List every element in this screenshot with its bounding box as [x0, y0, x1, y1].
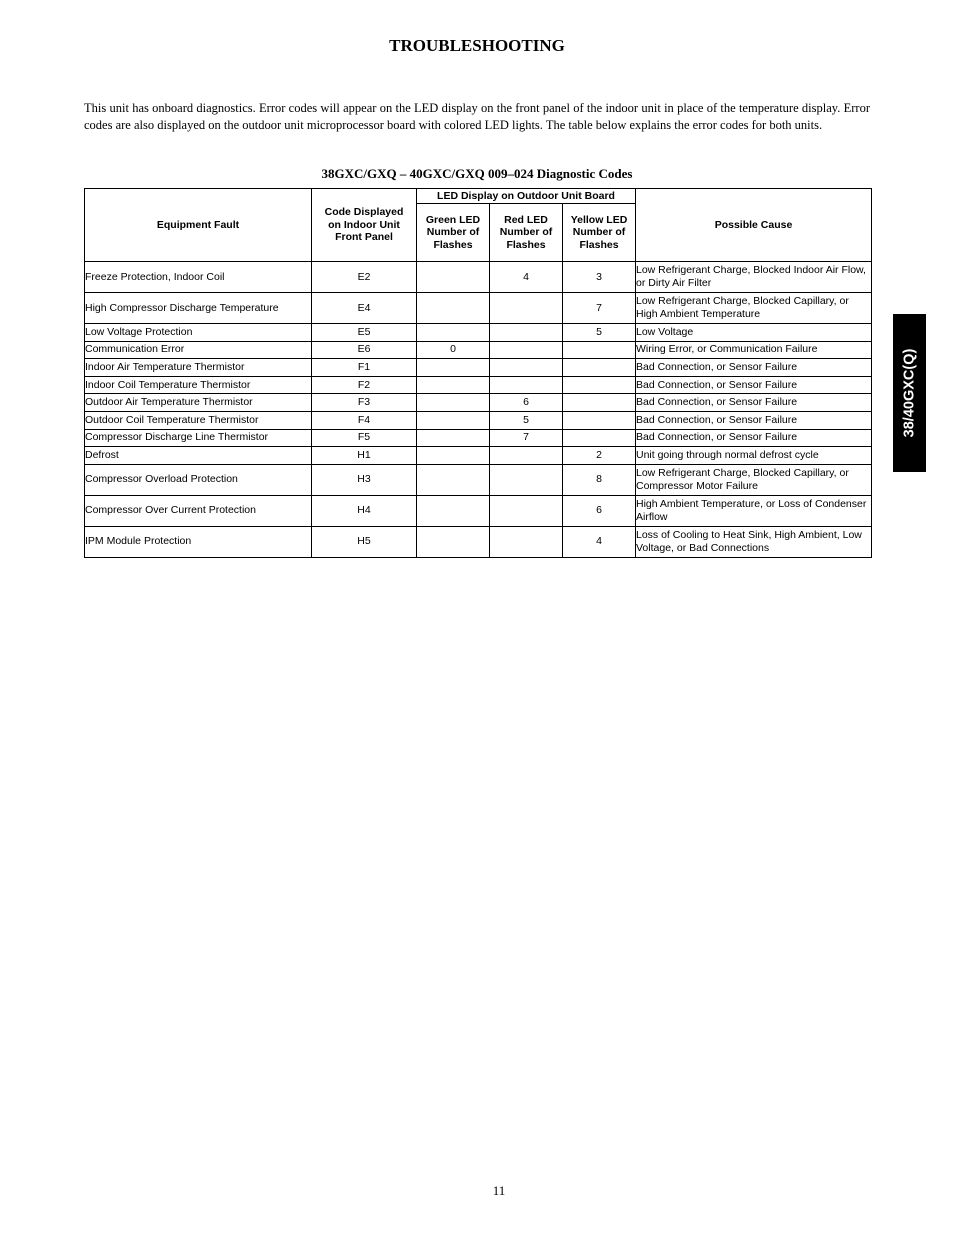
diagnostic-codes-table: [84, 188, 872, 558]
table-row: [85, 411, 872, 429]
code-cell: E5: [312, 324, 417, 342]
intro-paragraph: This unit has onboard diagnostics. Error codes will appear on the LED display on the front panel of the indoor unit in place of the temperature display. Error codes are also displayed on the outdoor unit microprocessor board with colored LED lights. The table below explains the error codes for both units.: [84, 101, 870, 132]
yellow-led-cell: 7: [563, 293, 636, 324]
fault-cell: Outdoor Coil Temperature Thermistor: [85, 411, 312, 429]
yellow-led-cell: 5: [563, 324, 636, 342]
yellow-led-cell: [563, 376, 636, 394]
table-row: [85, 341, 872, 359]
yellow-led-cell: [563, 429, 636, 447]
yellow-led-cell: 3: [563, 262, 636, 293]
green-led-cell: [417, 394, 490, 412]
green-led-cell: [417, 429, 490, 447]
code-cell: F4: [312, 411, 417, 429]
cause-cell: Unit going through normal defrost cycle: [636, 447, 872, 465]
code-cell: F2: [312, 376, 417, 394]
header-possible-cause: Possible Cause: [636, 189, 872, 262]
header-led-display-group: LED Display on Outdoor Unit Board: [417, 189, 636, 204]
green-led-cell: [417, 262, 490, 293]
code-cell: E6: [312, 341, 417, 359]
green-led-cell: [417, 464, 490, 495]
cause-cell: Bad Connection, or Sensor Failure: [636, 411, 872, 429]
header-equipment-fault: Equipment Fault: [85, 189, 312, 262]
red-led-cell: [490, 324, 563, 342]
yellow-led-cell: 8: [563, 464, 636, 495]
cause-cell: Wiring Error, or Communication Failure: [636, 341, 872, 359]
red-led-cell: [490, 447, 563, 465]
cause-cell: Low Voltage: [636, 324, 872, 342]
header-red-led: Red LED Number of Flashes: [490, 204, 563, 262]
code-cell: F1: [312, 359, 417, 377]
fault-cell: Compressor Over Current Protection: [85, 495, 312, 526]
red-led-cell: [490, 293, 563, 324]
fault-cell: Low Voltage Protection: [85, 324, 312, 342]
page-number: 11: [492, 1183, 506, 1198]
fault-cell: Compressor Discharge Line Thermistor: [85, 429, 312, 447]
cause-cell: Bad Connection, or Sensor Failure: [636, 429, 872, 447]
red-led-cell: [490, 376, 563, 394]
fault-cell: High Compressor Discharge Temperature: [85, 293, 312, 324]
red-led-cell: [490, 359, 563, 377]
header-yellow-led: Yellow LED Number of Flashes: [563, 204, 636, 262]
yellow-led-cell: 6: [563, 495, 636, 526]
code-cell: H1: [312, 447, 417, 465]
red-led-cell: 4: [490, 262, 563, 293]
cause-cell: Low Refrigerant Charge, Blocked Capillary, or Compressor Motor Failure: [636, 464, 872, 495]
green-led-cell: [417, 359, 490, 377]
green-led-cell: [417, 495, 490, 526]
green-led-cell: [417, 376, 490, 394]
table-body: [85, 262, 872, 558]
code-cell: H3: [312, 464, 417, 495]
table-title: 38GXC/GXQ – 40GXC/GXQ 009–024 Diagnostic Codes: [321, 166, 633, 181]
cause-cell: Low Refrigerant Charge, Blocked Capillary, or High Ambient Temperature: [636, 293, 872, 324]
table-row: [85, 429, 872, 447]
green-led-cell: [417, 293, 490, 324]
red-led-cell: [490, 526, 563, 557]
cause-cell: Low Refrigerant Charge, Blocked Indoor Air Flow, or Dirty Air Filter: [636, 262, 872, 293]
fault-cell: IPM Module Protection: [85, 526, 312, 557]
fault-cell: Indoor Air Temperature Thermistor: [85, 359, 312, 377]
yellow-led-cell: [563, 411, 636, 429]
fault-cell: Compressor Overload Protection: [85, 464, 312, 495]
cause-cell: Bad Connection, or Sensor Failure: [636, 376, 872, 394]
table-row: [85, 376, 872, 394]
fault-cell: Indoor Coil Temperature Thermistor: [85, 376, 312, 394]
yellow-led-cell: 2: [563, 447, 636, 465]
table-row: [85, 394, 872, 412]
yellow-led-cell: 4: [563, 526, 636, 557]
cause-cell: Bad Connection, or Sensor Failure: [636, 394, 872, 412]
code-cell: H5: [312, 526, 417, 557]
code-cell: E4: [312, 293, 417, 324]
table-row: [85, 324, 872, 342]
fault-cell: Outdoor Air Temperature Thermistor: [85, 394, 312, 412]
green-led-cell: [417, 411, 490, 429]
header-green-led: Green LED Number of Flashes: [417, 204, 490, 262]
side-tab: [893, 314, 926, 472]
table-row: [85, 526, 872, 557]
table-row: [85, 359, 872, 377]
red-led-cell: [490, 495, 563, 526]
table-row: [85, 447, 872, 465]
cause-cell: Loss of Cooling to Heat Sink, High Ambient, Low Voltage, or Bad Connections: [636, 526, 872, 557]
red-led-cell: 7: [490, 429, 563, 447]
fault-cell: Communication Error: [85, 341, 312, 359]
header-code-displayed: Code Displayed on Indoor Unit Front Panel: [312, 189, 417, 262]
green-led-cell: 0: [417, 341, 490, 359]
green-led-cell: [417, 447, 490, 465]
red-led-cell: [490, 341, 563, 359]
table-row: [85, 495, 872, 526]
table-row: [85, 464, 872, 495]
fault-cell: Freeze Protection, Indoor Coil: [85, 262, 312, 293]
green-led-cell: [417, 324, 490, 342]
red-led-cell: 5: [490, 411, 563, 429]
table-row: [85, 262, 872, 293]
code-cell: H4: [312, 495, 417, 526]
red-led-cell: 6: [490, 394, 563, 412]
cause-cell: Bad Connection, or Sensor Failure: [636, 359, 872, 377]
code-cell: F3: [312, 394, 417, 412]
code-cell: E2: [312, 262, 417, 293]
yellow-led-cell: [563, 341, 636, 359]
cause-cell: High Ambient Temperature, or Loss of Condenser Airflow: [636, 495, 872, 526]
green-led-cell: [417, 526, 490, 557]
red-led-cell: [490, 464, 563, 495]
table-row: [85, 293, 872, 324]
yellow-led-cell: [563, 394, 636, 412]
fault-cell: Defrost: [85, 447, 312, 465]
code-cell: F5: [312, 429, 417, 447]
yellow-led-cell: [563, 359, 636, 377]
page-title: TROUBLESHOOTING: [389, 36, 565, 55]
side-tab-label: 38/40GXC(Q): [901, 348, 918, 438]
